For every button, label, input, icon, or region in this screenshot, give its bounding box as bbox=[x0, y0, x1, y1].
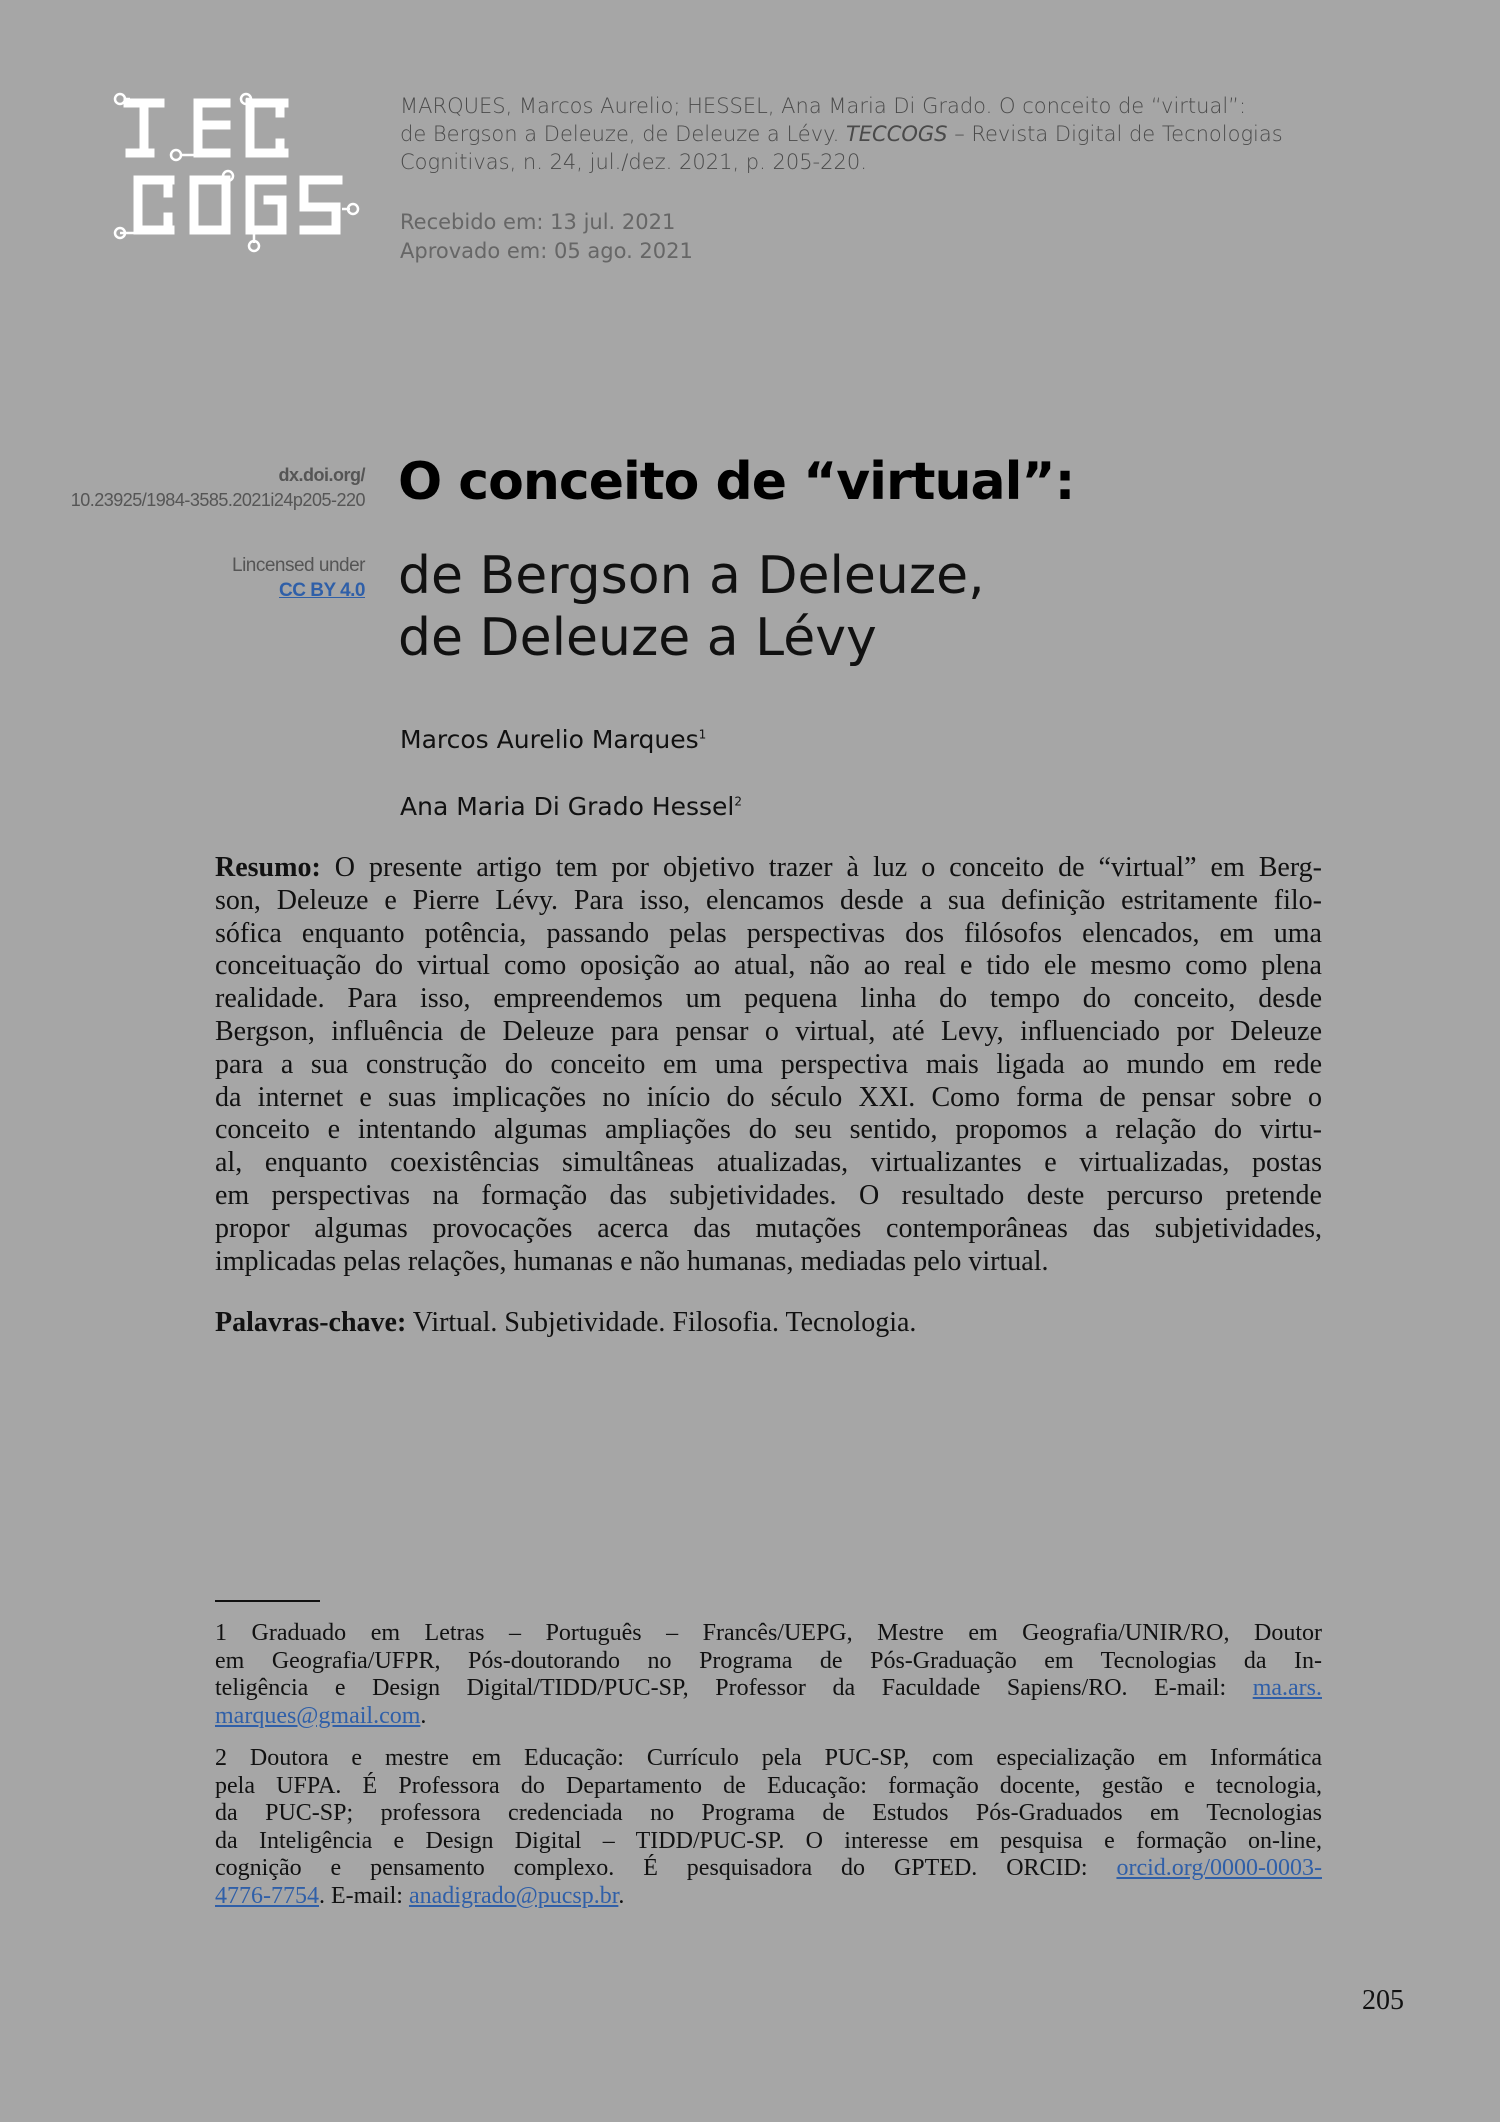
footnote-divider bbox=[215, 1600, 320, 1602]
teccogs-logo bbox=[100, 85, 370, 255]
article-title: O conceito de “virtual”: bbox=[398, 452, 1075, 512]
footnote-ref[interactable]: 1 bbox=[698, 727, 707, 742]
approved-date: Aprovado em: 05 ago. 2021 bbox=[400, 239, 693, 263]
abstract-text: O presente artigo tem por objetivo trazer à luz o conceito de “virtual” em Berg- bbox=[320, 852, 1322, 883]
author bbox=[400, 792, 742, 821]
abstract-line bbox=[215, 852, 1322, 885]
doi[interactable] bbox=[71, 463, 365, 513]
abstract-line: conceituação do virtual como oposição ao atual, não ao real e tido ele mesmo como plena bbox=[215, 950, 1322, 982]
email-link[interactable]: marques@gmail.com bbox=[215, 1702, 421, 1729]
page-number: 205 bbox=[1362, 1985, 1404, 2016]
abstract-line: conceito e intentando algumas ampliações do seu sentido, propomos a relação do virtu- bbox=[215, 1114, 1322, 1146]
abstract-line: Bergson, influência de Deleuze para pensar o virtual, até Levy, influenciado por Deleuze bbox=[215, 1015, 1322, 1047]
footnote-line bbox=[215, 1855, 1322, 1883]
footnote-line: 2 Doutora e mestre em Educação: Currículo pela PUC-SP, com especialização em Informática bbox=[215, 1745, 1322, 1771]
footnote-line: da Inteligência e Design Digital – TIDD/PUC-SP. O interesse em pesquisa e formação on-line, bbox=[215, 1827, 1322, 1854]
footnote-line bbox=[215, 1675, 1322, 1703]
keywords-label: Palavras-chave: bbox=[215, 1307, 407, 1338]
author-name: Ana Maria Di Grado Hessel bbox=[400, 792, 735, 821]
subtitle-line: de Bergson a Deleuze, bbox=[398, 546, 985, 606]
footnote-line: 1 Graduado em Letras – Português – Francês/UEPG, Mestre em Geografia/UNIR/RO, Doutor bbox=[215, 1620, 1322, 1646]
license bbox=[232, 553, 365, 603]
footnote-line: marques@gmail.com. bbox=[215, 1702, 427, 1729]
license-link[interactable]: CC BY 4.0 bbox=[279, 580, 365, 601]
email-link[interactable]: ma.ars. bbox=[1252, 1675, 1322, 1701]
abstract-line: em perspectivas na formação das subjetividades. O resultado deste percurso pretende bbox=[215, 1179, 1322, 1211]
journal-rest: – Revista Digital de Tecnologias bbox=[947, 122, 1283, 146]
footnote-line: em Geografia/UFPR, Pós-doutorando no Programa de Pós-Graduação em Tecnologias da In- bbox=[215, 1647, 1322, 1674]
journal-name: TECCOGS bbox=[845, 122, 948, 146]
abstract bbox=[215, 852, 1322, 1278]
footnote-ref[interactable]: 2 bbox=[734, 794, 743, 809]
footnote-text: teligência e Design Digital/TIDD/PUC-SP, Professor da Faculdade Sapiens/RO. E-mail: bbox=[215, 1675, 1253, 1701]
dates bbox=[400, 208, 693, 266]
footnote-2 bbox=[215, 1745, 1322, 1910]
keywords bbox=[215, 1307, 916, 1339]
footnote-line: pela UFPA. É Professora do Departamento de Educação: formação docente, gestão e tecnologia, bbox=[215, 1772, 1322, 1799]
abstract-line: implicadas pelas relações, humanas e não humanas, mediadas pelo virtual. bbox=[215, 1245, 1049, 1277]
abstract-line: realidade. Para isso, empreendemos um pequena linha do tempo do conceito, desde bbox=[215, 983, 1322, 1015]
orcid-link[interactable]: orcid.org/0000-0003- bbox=[1116, 1855, 1322, 1881]
orcid-link[interactable]: 4776-7754 bbox=[215, 1882, 319, 1909]
footnote-line: da PUC-SP; professora credenciada no Programa de Estudos Pós-Graduados em Tecnologias bbox=[215, 1800, 1322, 1826]
abstract-line: son, Deleuze e Pierre Lévy. Para isso, elencamos desde a sua definição estritamente filo- bbox=[215, 884, 1322, 916]
footnote-line: 4776-7754. E-mail: anadigrado@pucsp.br. bbox=[215, 1882, 625, 1909]
doi-host[interactable]: dx.doi.org/ bbox=[278, 465, 365, 485]
abstract-line: sófica enquanto potência, passando pelas perspectivas dos filósofos elencados, em uma bbox=[215, 917, 1322, 949]
article-subtitle bbox=[398, 545, 985, 669]
citation-line bbox=[400, 120, 1320, 148]
footnote-text: cognição e pensamento complexo. É pesquisadora do GPTED. ORCID: bbox=[215, 1855, 1117, 1881]
author-name: Marcos Aurelio Marques bbox=[400, 725, 699, 754]
citation-line: Cognitivas, n. 24, jul./dez. 2021, p. 205-220. bbox=[400, 150, 867, 174]
footnote-1 bbox=[215, 1620, 1322, 1730]
abstract-line: da internet e suas implicações no início do século XXI. Como forma de pensar sobre o bbox=[215, 1081, 1322, 1113]
keywords-value: Virtual. Subjetividade. Filosofia. Tecnologia. bbox=[406, 1307, 917, 1338]
subtitle-line: de Deleuze a Lévy bbox=[398, 608, 877, 668]
doi-id[interactable]: 10.23925/1984-3585.2021i24p205-220 bbox=[70, 490, 365, 510]
footnote-text: . E-mail: bbox=[319, 1882, 409, 1909]
citation-text: de Bergson a Deleuze, de Deleuze a Lévy. bbox=[400, 122, 840, 146]
abstract-label: Resumo: bbox=[215, 852, 321, 883]
license-label: Lincensed under bbox=[232, 555, 365, 576]
email-link[interactable]: anadigrado@pucsp.br bbox=[408, 1882, 619, 1909]
author bbox=[400, 725, 706, 754]
abstract-line: para a sua construção do conceito em uma perspectiva mais ligada ao mundo em rede bbox=[215, 1048, 1322, 1080]
citation-line: MARQUES, Marcos Aurelio; HESSEL, Ana Maria Di Grado. O conceito de “virtual”: bbox=[400, 94, 1247, 118]
abstract-line: propor algumas provocações acerca das mutações contemporâneas das subjetividades, bbox=[215, 1212, 1322, 1244]
citation bbox=[400, 92, 1320, 176]
abstract-line: al, enquanto coexistências simultâneas atualizadas, virtualizantes e virtualizadas, postas bbox=[215, 1147, 1322, 1179]
received-date: Recebido em: 13 jul. 2021 bbox=[400, 210, 676, 234]
